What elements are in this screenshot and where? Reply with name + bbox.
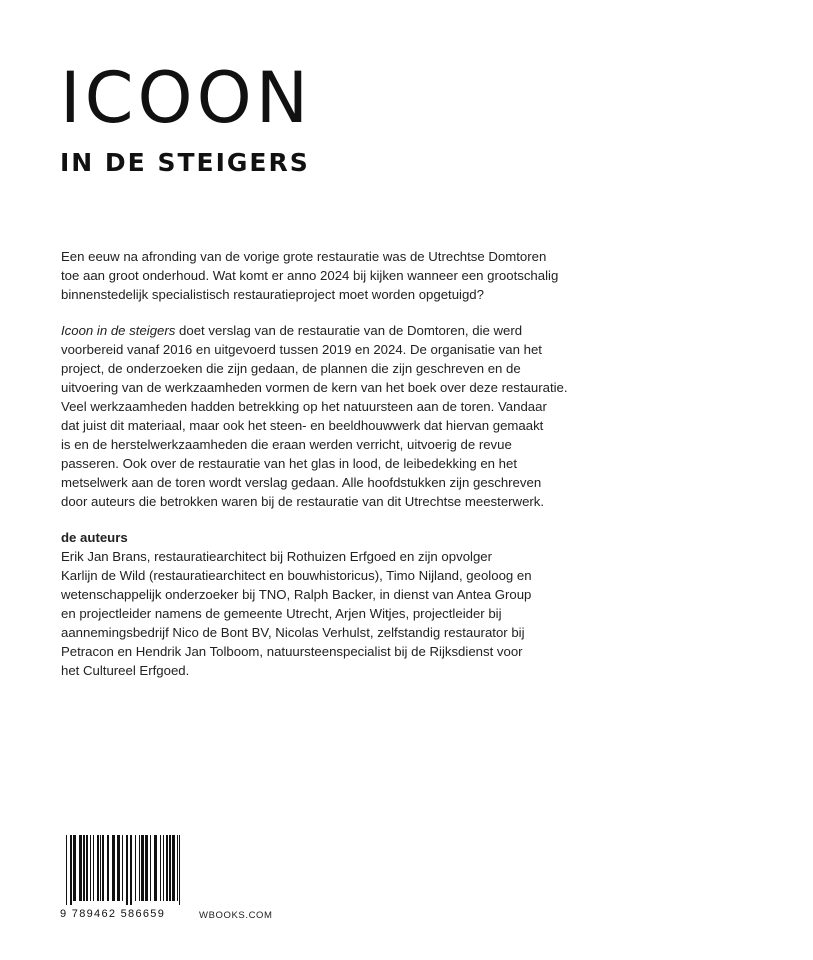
barcode-bar: [70, 835, 72, 905]
intro-paragraph: [61, 247, 581, 304]
barcode-bar: [107, 835, 109, 901]
barcode-bar: [90, 835, 91, 901]
barcode-bar: [154, 835, 157, 901]
text-line: Een eeuw na afronding van de vorige grote restauratie was de Utrechtse Domtoren: [61, 249, 547, 264]
barcode-bar: [139, 835, 140, 901]
barcode-bar: [166, 835, 168, 901]
text-line: voorbereid vanaf 2016 en uitgevoerd tussen 2019 en 2024. De organisatie van het: [61, 342, 542, 357]
barcode-bar: [126, 835, 128, 905]
barcode-bar: [73, 835, 76, 901]
barcode-bar: [163, 835, 164, 901]
book-title: ICOON: [60, 57, 313, 139]
text-span: doet verslag van de restauratie van de Domtoren, die werd: [175, 323, 523, 338]
text-line: toe aan groot onderhoud. Wat komt er anno 2024 bij kijken wanneer een grootschalig: [61, 268, 559, 283]
barcode-bar: [177, 835, 178, 901]
barcode-bar: [160, 835, 161, 901]
book-subtitle: IN DE STEIGERS: [60, 148, 310, 177]
text-line: passeren. Ook over de restauratie van het glas in lood, de leibedekking en het: [61, 456, 517, 471]
barcode-bars: [60, 833, 186, 905]
barcode-bar: [79, 835, 82, 901]
text-line: Petracon en Hendrik Jan Tolboom, natuursteenspecialist bij de Rijksdienst voor: [61, 644, 523, 659]
text-line: uitvoering van de werkzaamheden vormen de kern van het boek over deze restauratie.: [61, 380, 568, 395]
barcode-bar: [102, 835, 104, 901]
text-line: aannemingsbedrijf Nico de Bont BV, Nicolas Verhulst, zelfstandig restaurator bij: [61, 625, 525, 640]
text-line: [61, 321, 581, 340]
text-line: binnenstedelijk specialistisch restauratieproject moet worden opgetuigd?: [61, 287, 484, 302]
book-title-italic: Icoon in de steigers: [61, 323, 176, 338]
authors-heading: de auteurs: [61, 530, 128, 545]
barcode-bar: [141, 835, 144, 901]
text-line: Erik Jan Brans, restauratiearchitect bij Rothuizen Erfgoed en zijn opvolger: [61, 549, 493, 564]
barcode-bar: [97, 835, 99, 901]
barcode-bar: [66, 835, 67, 905]
barcode-bar: [179, 835, 180, 905]
authors-section: [61, 528, 581, 680]
text-line: metselwerk aan de toren wordt verslag gedaan. Alle hoofdstukken zijn geschreven: [61, 475, 542, 490]
back-cover-text: [61, 247, 581, 697]
text-line: dat juist dit materiaal, maar ook het steen- en beeldhouwwerk dat hiervan gemaakt: [61, 418, 544, 433]
barcode-bar: [100, 835, 101, 901]
barcode-bar: [130, 835, 132, 905]
barcode-bar: [145, 835, 148, 901]
text-line: wetenschappelijk onderzoeker bij TNO, Ralph Backer, in dienst van Antea Group: [61, 587, 532, 602]
barcode-bar: [93, 835, 94, 901]
text-line: is en de herstelwerkzaamheden die eraan werden verricht, uitvoerig de revue: [61, 437, 512, 452]
barcode-bar: [169, 835, 171, 901]
text-line: en projectleider namens de gemeente Utrecht, Arjen Witjes, projectleider bij: [61, 606, 502, 621]
barcode-bar: [86, 835, 88, 901]
barcode-bar: [117, 835, 120, 901]
publisher-website: WBOOKS.COM: [199, 910, 273, 921]
barcode-bar: [122, 835, 123, 901]
barcode-bar: [135, 835, 136, 901]
text-line: het Cultureel Erfgoed.: [61, 663, 190, 678]
isbn-number: 9 789462 586659: [60, 908, 166, 920]
summary-paragraph: [61, 321, 581, 511]
barcode-bar: [172, 835, 175, 901]
text-line: door auteurs die betrokken waren bij de restauratie van dit Utrechtse meesterwerk.: [61, 494, 545, 509]
text-line: Veel werkzaamheden hadden betrekking op het natuursteen aan de toren. Vandaar: [61, 399, 547, 414]
text-line: Karlijn de Wild (restauratiearchitect en bouwhistoricus), Timo Nijland, geoloog en: [61, 568, 532, 583]
barcode-bar: [83, 835, 85, 901]
barcode-bar: [112, 835, 115, 901]
barcode-bar: [150, 835, 151, 901]
text-line: project, de onderzoeken die zijn gedaan, de plannen die zijn geschreven en de: [61, 361, 521, 376]
